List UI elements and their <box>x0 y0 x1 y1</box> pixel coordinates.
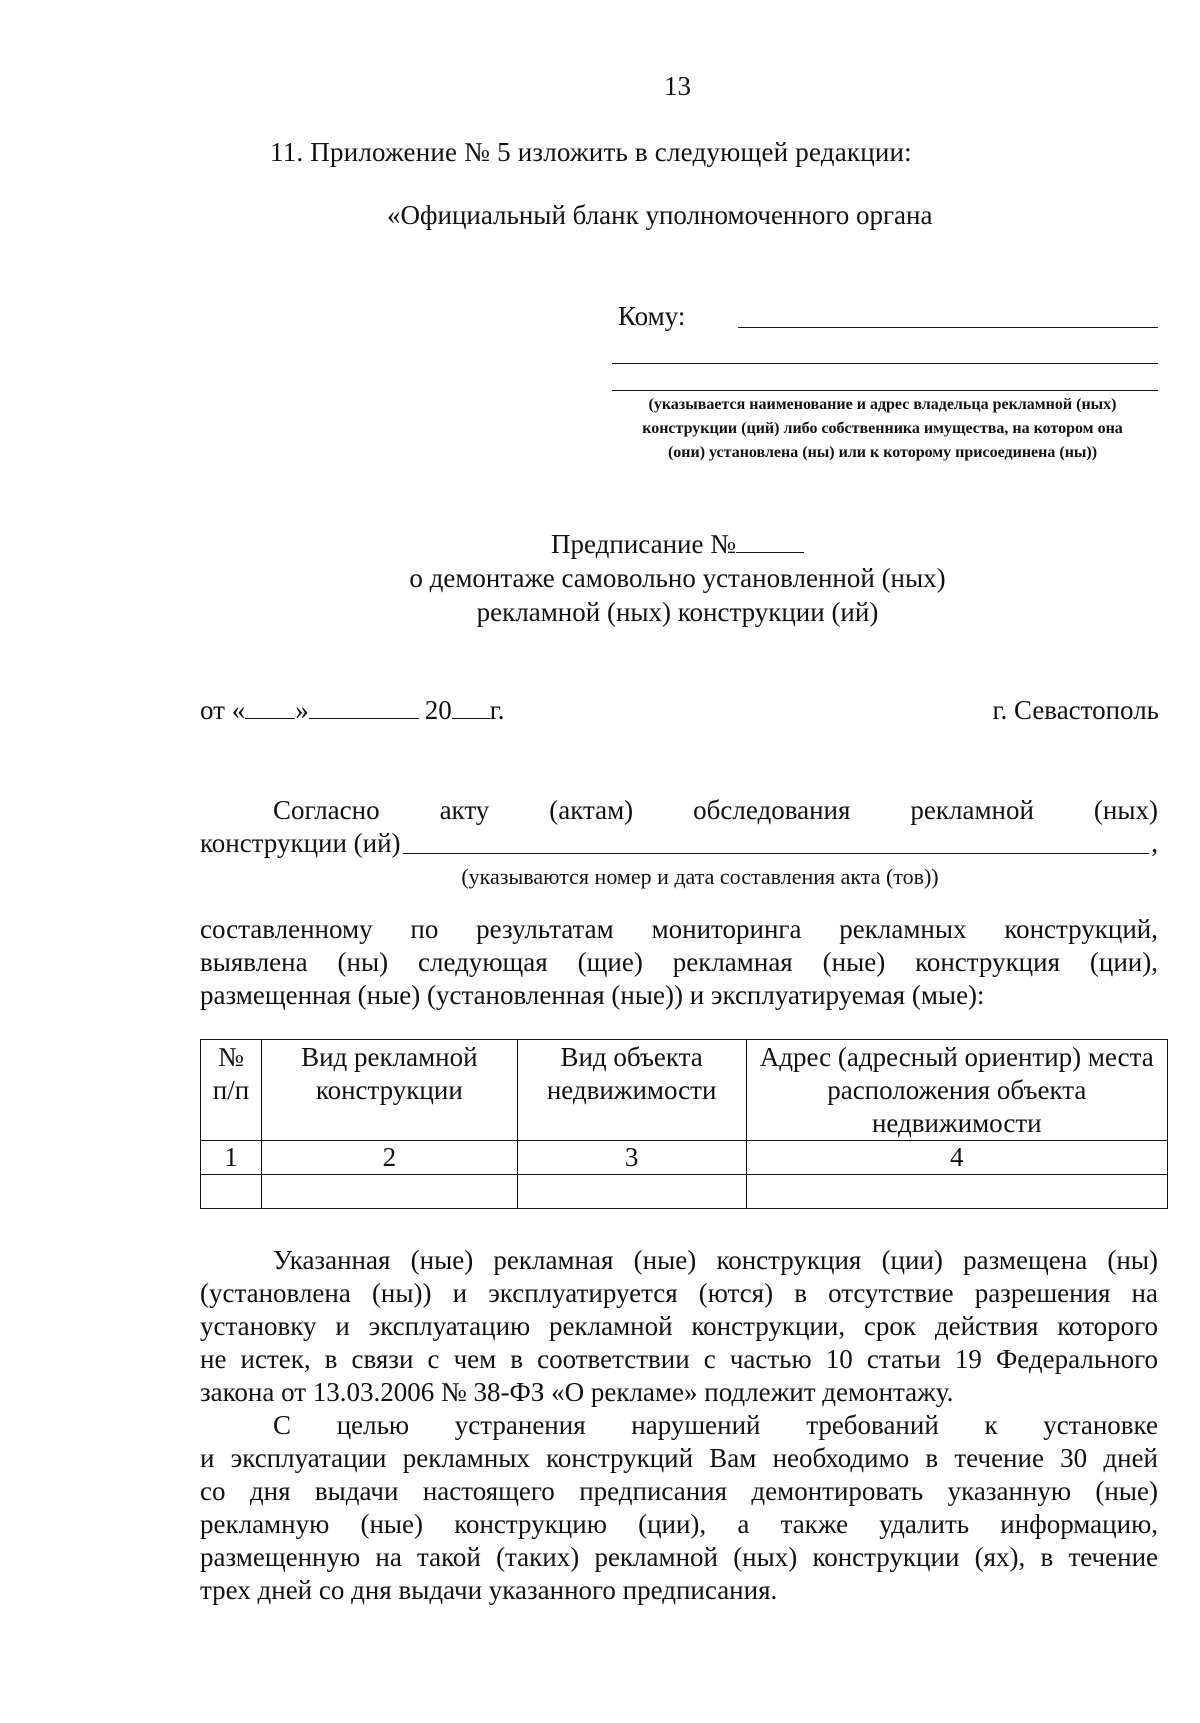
paragraph-line: С целью устранения нарушений требований к установке <box>273 1410 1158 1440</box>
paragraph-line: Указанная (ные) рекламная (ные) конструкция (ции) размещена (ны) <box>273 1245 1158 1275</box>
act-line-2 <box>200 827 1158 860</box>
paragraph-line: размещенная (ные) (установленная (ные)) и эксплуатируемая (мые): <box>200 980 985 1010</box>
paragraph-line: установку и эксплуатацию рекламной конструкции, срок действия которого <box>200 1311 1158 1341</box>
city: г. Севастополь <box>992 695 1159 725</box>
header-cell-construction-type: Вид рекламной конструкции <box>261 1040 517 1141</box>
addressee-hint-line: (указывается наименование и адрес владельца рекламной (ных) <box>648 396 1117 413</box>
paragraph-line: и эксплуатации рекламных конструкций Вам необходимо в течение 30 дней <box>200 1443 1158 1473</box>
date-ot: от « <box>200 695 246 725</box>
paragraph-2 <box>200 1409 1158 1607</box>
addressee-hint-line: (они) установлена (ны) или к которому присоединена (ны)) <box>667 444 1098 461</box>
prescription-title <box>0 527 1200 561</box>
act-word: (ных) <box>1093 795 1158 825</box>
monitoring-paragraph <box>200 913 1158 1012</box>
act-word: рекламной <box>910 795 1034 825</box>
year-prefix: 20 <box>424 695 452 725</box>
table-header-row <box>201 1040 1168 1141</box>
paragraph-line: закона от 13.03.2006 № 38-ФЗ «О рекламе» подлежит демонтажу. <box>200 1377 954 1407</box>
act-hint: (указываются номер и дата составления акта (тов)) <box>461 864 939 889</box>
paragraph-line: не истек, в связи с чем в соответствии с частью 10 статьи 19 Федерального <box>200 1344 1158 1374</box>
prescription-subtitle-1: о демонтаже самовольно установленной (ных) <box>409 563 946 593</box>
date-close-quote: » <box>295 695 309 725</box>
day-blank <box>245 694 295 719</box>
paragraph-line: со дня выдачи настоящего предписания демонтировать указанную (ные) <box>200 1476 1158 1506</box>
table-row <box>201 1175 1168 1209</box>
paragraph-line: рекламную (ные) конструкцию (ции), а также удалить информацию, <box>200 1509 1158 1539</box>
paragraph-line: составленному по результатам мониторинга рекламных конструкций, <box>200 914 1158 944</box>
act-line2-end: , <box>1151 828 1158 858</box>
act-word: обследования <box>693 795 851 825</box>
act-word: Согласно <box>273 795 380 825</box>
act-line-1 <box>273 794 1158 827</box>
year-suffix: г. <box>489 695 505 725</box>
column-number-cell: 2 <box>261 1141 517 1175</box>
addressee-hint-line: конструкции (ций) либо собственника имущества, на котором она <box>642 420 1123 437</box>
prescription-subtitle-2: рекламной (ных) конструкции (ий) <box>476 597 879 627</box>
table-cell <box>201 1175 262 1209</box>
header-cell-address: Адрес (адресный ориентир) места расположения объекта недвижимости <box>746 1040 1167 1141</box>
header-cell-number: № п/п <box>201 1040 262 1141</box>
addressee-line-1 <box>738 327 1158 328</box>
column-number-cell: 4 <box>746 1141 1167 1175</box>
year-blank <box>452 694 490 719</box>
act-line2-start: конструкции (ий) <box>200 828 401 858</box>
month-blank <box>309 694 419 719</box>
addressee-line-2 <box>612 363 1158 364</box>
paragraph-line: выявлена (ны) следующая (щие) рекламная (ные) конструкция (ции), <box>200 947 1158 977</box>
table-cell <box>261 1175 517 1209</box>
constructions-table <box>200 1039 1168 1209</box>
table-number-row <box>201 1141 1168 1175</box>
blank-title: «Официальный бланк уполномоченного органа <box>387 200 933 230</box>
table-cell <box>517 1175 746 1209</box>
act-word: акту <box>439 795 490 825</box>
paragraph-line: трех дней со дня выдачи указанного предписания. <box>200 1575 778 1605</box>
column-number-cell: 1 <box>201 1141 262 1175</box>
act-number-blank <box>403 827 1150 854</box>
header-cell-property-type: Вид объекта недвижимости <box>517 1040 746 1141</box>
paragraph-1 <box>200 1244 1158 1409</box>
column-number-cell: 3 <box>517 1141 746 1175</box>
prescription-number-blank <box>736 530 804 553</box>
paragraph-line: размещенную на такой (таких) рекламной (ных) конструкции (ях), в течение <box>200 1542 1158 1572</box>
paragraph-line: (установлена (ны)) и эксплуатируется (ются) в отсутствие разрешения на <box>200 1278 1158 1308</box>
act-word: (актам) <box>549 795 634 825</box>
addressee-hint <box>610 393 1155 465</box>
prescription-title-block <box>0 527 1200 629</box>
date-row <box>200 694 504 727</box>
table-cell <box>746 1175 1167 1209</box>
page-number: 13 <box>664 71 691 101</box>
prescription-title-text: Предписание № <box>551 529 736 559</box>
addressee-line-3 <box>612 390 1158 391</box>
addressee-label: Кому: <box>618 301 686 331</box>
section-heading: 11. Приложение № 5 изложить в следующей редакции: <box>270 137 912 167</box>
